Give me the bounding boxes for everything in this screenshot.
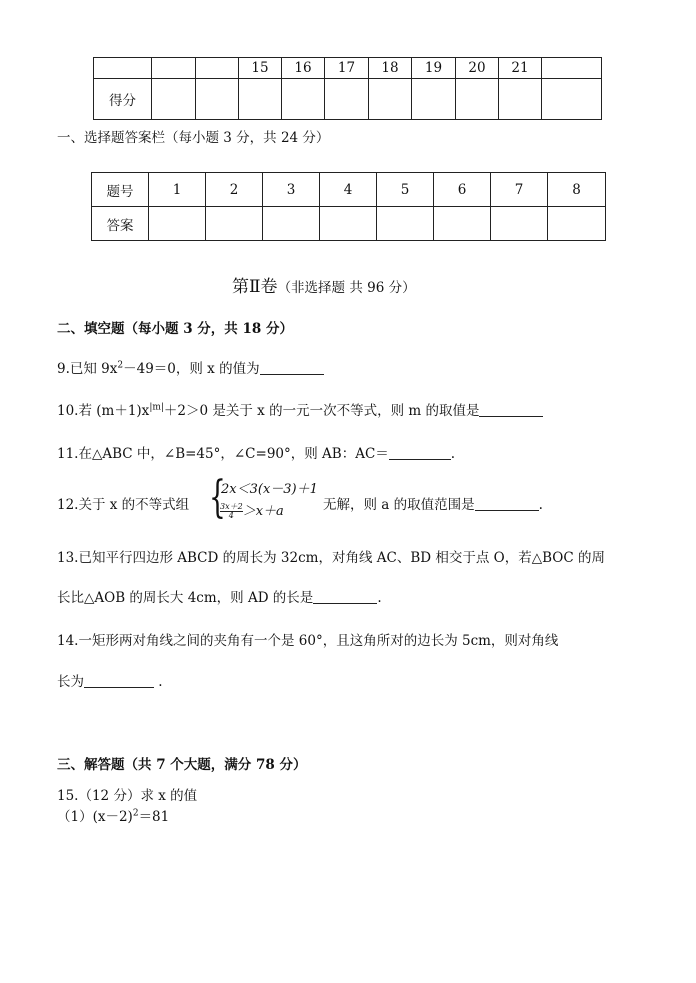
question-number: 6 <box>434 173 491 207</box>
answer-input-cell[interactable] <box>377 207 434 241</box>
score-input-cell[interactable] <box>152 79 196 120</box>
section3-title: 三、解答题（共 7 个大题，满分 78 分） <box>57 757 307 773</box>
part2-title <box>232 272 416 297</box>
q12-frac-num: 3x＋2 <box>220 502 243 511</box>
question-number: 7 <box>491 173 548 207</box>
q11-text: 11.在△ABC 中，∠B=45°，∠C=90°，则 AB：AC＝ <box>57 446 389 462</box>
answer-input-cell[interactable] <box>263 207 320 241</box>
score-table-cell <box>542 58 602 79</box>
score-input-cell[interactable] <box>499 79 542 120</box>
part2-title-main: 第Ⅱ卷 <box>232 277 278 297</box>
score-table-header-row <box>94 58 602 79</box>
answer-input-cell[interactable] <box>149 207 206 241</box>
question-15: 15.（12 分）求 x 的值 <box>57 788 198 804</box>
score-table-cell <box>94 58 152 79</box>
q10-sup: |m| <box>149 402 164 413</box>
score-input-cell[interactable] <box>542 79 602 120</box>
q9-sup: 2 <box>117 360 124 371</box>
question-9 <box>57 357 324 377</box>
q12-tail <box>323 493 543 513</box>
score-input-cell[interactable] <box>196 79 239 120</box>
score-table <box>93 57 602 120</box>
answer-input-cell[interactable] <box>491 207 548 241</box>
q12-end: . <box>538 497 543 513</box>
score-table-cell: 19 <box>412 58 456 79</box>
score-table-cell <box>152 58 196 79</box>
q14-answer-blank[interactable] <box>84 686 154 688</box>
q14-line2 <box>57 670 163 690</box>
q9-text: 9.已知 9x <box>57 361 118 377</box>
answer-table-answer-row <box>92 207 606 241</box>
score-input-cell[interactable] <box>239 79 282 120</box>
q10-text: 10.若 (m＋1)x <box>57 403 150 419</box>
q11-end: . <box>450 446 456 462</box>
answer-input-cell[interactable] <box>548 207 606 241</box>
answer-table-number-row <box>92 173 606 207</box>
score-table-cell: 17 <box>325 58 369 79</box>
question-number: 1 <box>149 173 206 207</box>
q13-end: . <box>377 590 382 606</box>
answer-table <box>91 172 606 241</box>
q15-1-text: （1）(x－2) <box>57 809 133 825</box>
question-number: 8 <box>548 173 606 207</box>
q12-text: 12.关于 x 的不等式组 <box>57 497 190 513</box>
part2-title-sub: （非选择题 共 96 分） <box>277 280 416 296</box>
q13-text: 长比△AOB 的周长大 4cm，则 AD 的长是 <box>57 590 314 606</box>
section1-title: 一、选择题答案栏（每小题 3 分，共 24 分） <box>57 130 330 146</box>
q12-eq2-rest: ＞x＋a <box>242 504 284 519</box>
answer-input-cell[interactable] <box>320 207 377 241</box>
q10-text-2: ＋2＞0 是关于 x 的一元一次不等式，则 m 的取值是 <box>163 403 480 419</box>
score-input-cell[interactable] <box>412 79 456 120</box>
q14-line1: 14.一矩形两对角线之间的夹角有一个是 60°，且这角所对的边长为 5cm，则对角线 <box>57 633 559 649</box>
q14-end: . <box>154 674 163 690</box>
q10-answer-blank[interactable] <box>479 415 543 417</box>
score-table-score-row <box>94 79 602 120</box>
q12-answer-blank[interactable] <box>475 509 539 511</box>
section2-title: 二、填空题（每小题 3 分，共 18 分） <box>57 321 293 337</box>
q12-text-2: 无解，则 a 的取值范围是 <box>323 497 475 513</box>
q11-answer-blank[interactable] <box>389 458 451 460</box>
score-input-cell[interactable] <box>282 79 325 120</box>
answer-input-cell[interactable] <box>434 207 491 241</box>
answer-row-label: 题号 <box>92 173 149 207</box>
score-input-cell[interactable] <box>369 79 412 120</box>
score-table-cell: 21 <box>499 58 542 79</box>
question-number: 5 <box>377 173 434 207</box>
q15-1-text-2: ＝81 <box>138 809 170 825</box>
score-input-cell[interactable] <box>456 79 499 120</box>
score-input-cell[interactable] <box>325 79 369 120</box>
q13-line2 <box>57 586 382 606</box>
question-10 <box>57 399 543 419</box>
q13-answer-blank[interactable] <box>313 602 377 604</box>
score-table-cell: 15 <box>239 58 282 79</box>
answer-row-label: 答案 <box>92 207 149 241</box>
q12-frac-den: 4 <box>228 511 234 520</box>
score-table-cell: 20 <box>456 58 499 79</box>
question-number: 3 <box>263 173 320 207</box>
question-number: 4 <box>320 173 377 207</box>
score-table-cell: 18 <box>369 58 412 79</box>
score-row-label: 得分 <box>94 79 152 120</box>
q12-eq2 <box>220 500 284 520</box>
q15-1-sup: 2 <box>132 808 139 819</box>
q9-answer-blank[interactable] <box>260 373 324 375</box>
question-number: 2 <box>206 173 263 207</box>
q9-text-2: －49＝0，则 x 的值为 <box>123 361 260 377</box>
q12-eq1: 2x＜3(x－3)＋1 <box>221 482 318 497</box>
question-11 <box>57 442 455 462</box>
q13-line1: 13.已知平行四边形 ABCD 的周长为 32cm，对角线 AC、BD 相交于点 O，若△BOC 的周 <box>57 550 605 566</box>
score-table-cell <box>196 58 239 79</box>
answer-input-cell[interactable] <box>206 207 263 241</box>
score-table-cell: 16 <box>282 58 325 79</box>
left-brace-icon: { <box>209 472 226 523</box>
question-15-part1 <box>57 805 169 825</box>
q14-text: 长为 <box>57 674 84 690</box>
q12-fraction <box>220 503 243 520</box>
